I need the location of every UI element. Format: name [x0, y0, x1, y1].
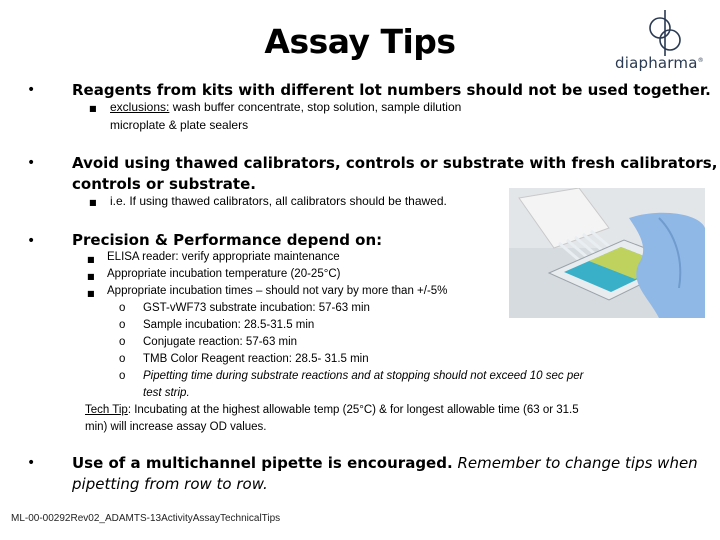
tech-tip-line1: [85, 402, 579, 419]
logo-wordmark-text: diapharma: [615, 54, 698, 72]
registered-mark: ®: [697, 57, 704, 64]
bullet-multichannel-line2: pipetting from row to row.: [72, 475, 268, 493]
sub-incubation-temp: Appropriate incubation temperature (20-25°C): [107, 268, 341, 280]
pipette-plate-photo: [509, 188, 705, 318]
tech-tip-label: Tech Tip: [85, 404, 128, 416]
circle-bullet-icon: o: [119, 319, 126, 331]
sub-exclusions-line2: microplate & plate sealers: [110, 118, 249, 132]
document-id-footer: ML-00-00292Rev02_ADAMTS-13ActivityAssayTechnicalTips: [11, 513, 281, 524]
bullet-precision: Precision & Performance depend on:: [72, 231, 383, 249]
sub-exclusions: [110, 99, 461, 116]
sub-elisa-reader: ELISA reader: verify appropriate maintenance: [107, 251, 340, 263]
square-bullet-icon: ■: [87, 272, 95, 281]
tech-tip-line2: min) will increase assay OD values.: [85, 421, 267, 433]
multichannel-bold: Use of a multichannel pipette is encouraged.: [72, 454, 453, 472]
square-bullet-icon: ■: [89, 104, 97, 113]
circle-bullet-icon: o: [119, 302, 126, 314]
tech-tip-text: : Incubating at the highest allowable temp (25°C) & for longest allowable time (63 or 31.5: [127, 404, 579, 416]
bullet-thawed-line2: controls or substrate.: [72, 175, 256, 193]
multichannel-italic: Remember to change tips when: [452, 454, 698, 472]
square-bullet-icon: ■: [87, 255, 95, 264]
sub-substrate-incubation: GST-vWF73 substrate incubation: 57-63 min: [143, 302, 370, 314]
bullet-reagents: Reagents from kits with different lot numbers should not be used together.: [72, 81, 711, 99]
bullet-thawed-line1: Avoid using thawed calibrators, controls or substrate with fresh calibrators,: [72, 154, 718, 172]
bullet-icon: •: [27, 233, 36, 249]
square-bullet-icon: ■: [89, 198, 97, 207]
sub-pipetting-time-line2: test strip.: [143, 387, 190, 399]
bullet-multichannel: [72, 453, 698, 473]
exclusions-text: wash buffer concentrate, stop solution, sample dilution: [169, 100, 462, 114]
circle-bullet-icon: o: [119, 336, 126, 348]
circle-bullet-icon: o: [119, 353, 126, 365]
sub-pipetting-time-line1: Pipetting time during substrate reactions and at stopping should not exceed 10 sec per: [143, 370, 584, 382]
bullet-icon: •: [27, 155, 36, 171]
sub-tmb-reaction: TMB Color Reagent reaction: 28.5- 31.5 min: [143, 353, 369, 365]
sub-thawed: i.e. If using thawed calibrators, all calibrators should be thawed.: [110, 194, 447, 208]
exclusions-label: exclusions:: [110, 100, 170, 114]
bullet-icon: •: [27, 455, 36, 471]
sub-incubation-times: Appropriate incubation times – should not vary by more than +/-5%: [107, 285, 448, 297]
page-title: Assay Tips: [264, 22, 456, 61]
logo-wordmark: [615, 54, 704, 72]
sub-sample-incubation: Sample incubation: 28.5-31.5 min: [143, 319, 315, 331]
circle-bullet-icon: o: [119, 370, 126, 382]
square-bullet-icon: ■: [87, 289, 95, 298]
bullet-icon: •: [27, 82, 36, 98]
sub-conjugate-reaction: Conjugate reaction: 57-63 min: [143, 336, 298, 348]
